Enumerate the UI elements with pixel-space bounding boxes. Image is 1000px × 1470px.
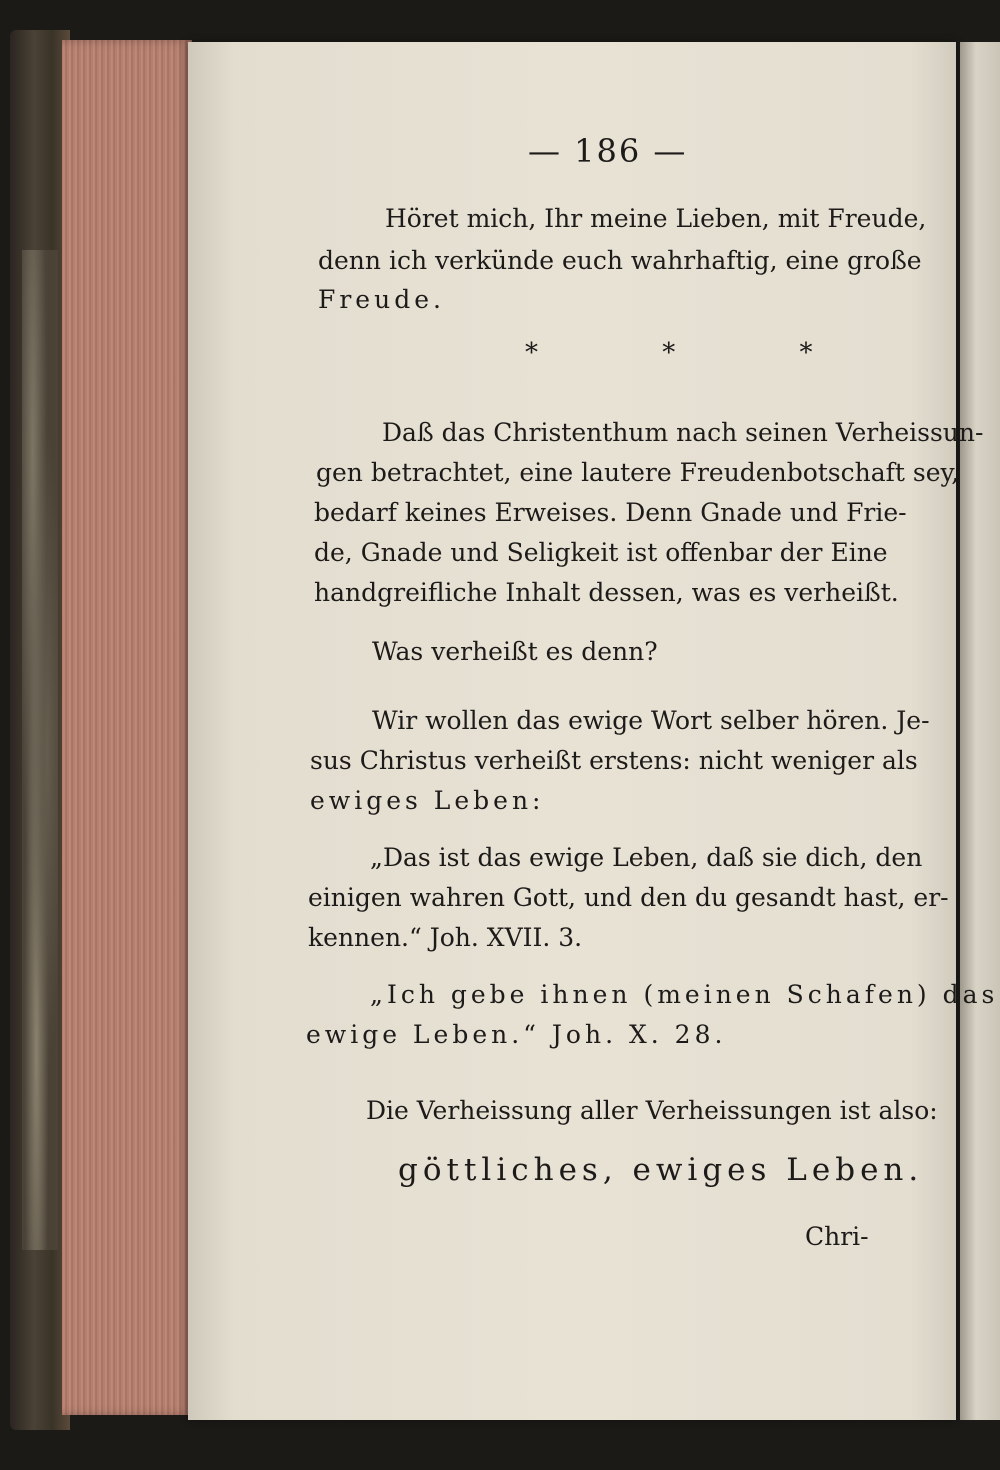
emphasis-line: göttliches, ewiges Leben. (398, 1152, 924, 1188)
quote1-line-3: kennen.“ Joh. XVII. 3. (308, 923, 583, 952)
facing-page-edge (960, 42, 1000, 1420)
p1-line-3: Freude. (318, 285, 445, 314)
p1-line-1: Höret mich, Ihr meine Lieben, mit Freude, (385, 204, 927, 233)
p2-line-2: gen betrachtet, eine lautere Freudenbotschaft sey, (316, 458, 960, 487)
quote1-line-1: „Das ist das ewige Leben, daß sie dich, den (370, 843, 923, 872)
marbled-board (22, 250, 58, 1250)
p2-line-3: bedarf keines Erweises. Denn Gnade und Frie- (314, 498, 907, 527)
page-edges (62, 40, 192, 1415)
p2-line-5: handgreifliche Inhalt dessen, was es verheißt. (314, 578, 899, 607)
quote2-line-2: ewige Leben.“ Joh. X. 28. (306, 1020, 727, 1049)
p3-line: Was verheißt es denn? (372, 637, 658, 666)
catchword: Chri- (805, 1222, 869, 1251)
p4-line-1: Wir wollen das ewige Wort selber hören. Je- (372, 706, 930, 735)
quote2-line-1: „Ich gebe ihnen (meinen Schafen) das (370, 980, 999, 1009)
section-separator: * * * (525, 338, 871, 368)
page-number: — 186 — (528, 132, 688, 170)
p5-line: Die Verheissung aller Verheissungen ist also: (366, 1096, 938, 1125)
p4-line-3: ewiges Leben: (310, 786, 545, 815)
p4-line-2: sus Christus verheißt erstens: nicht weniger als (310, 746, 918, 775)
quote1-line-2: einigen wahren Gott, und den du gesandt hast, er- (308, 883, 949, 912)
p2-line-4: de, Gnade und Seligkeit ist offenbar der Eine (314, 538, 888, 567)
p1-line-2: denn ich verkünde euch wahrhaftig, eine große (318, 246, 922, 275)
p2-line-1: Daß das Christenthum nach seinen Verheissun- (382, 418, 984, 447)
